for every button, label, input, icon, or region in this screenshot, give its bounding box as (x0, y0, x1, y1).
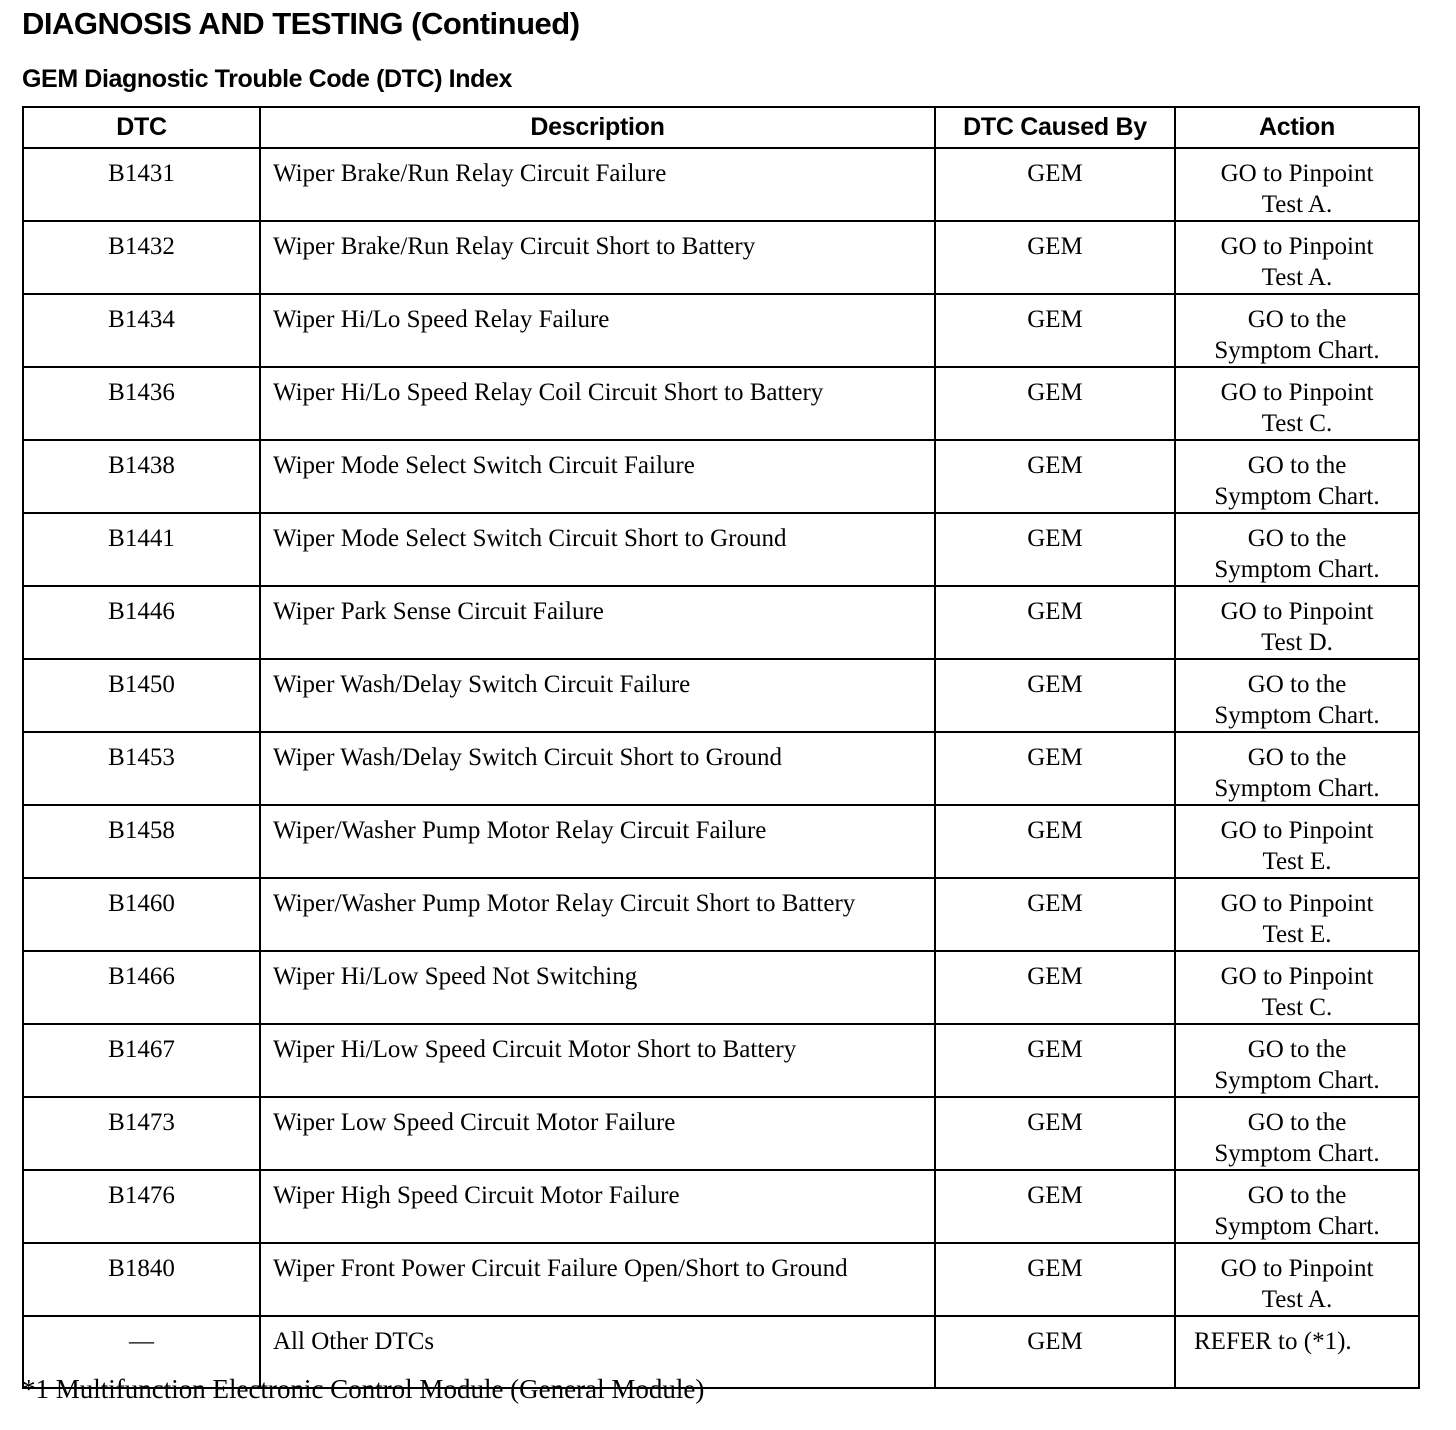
action-line-2: Symptom Chart. (1214, 1067, 1380, 1094)
description-cell: Wiper/Washer Pump Motor Relay Circuit Short to Battery (260, 878, 935, 951)
caused-by-cell: GEM (935, 148, 1175, 221)
description-cell: Wiper Brake/Run Relay Circuit Failure (260, 148, 935, 221)
action-line-1: GO to the (1247, 1182, 1347, 1209)
action-cell (1175, 805, 1419, 878)
dtc-code-cell: B1453 (23, 732, 260, 805)
action-line-1: GO to the (1247, 671, 1347, 698)
table-row (23, 659, 1419, 732)
action-line-1: GO to Pinpoint (1220, 817, 1374, 844)
action-cell (1175, 221, 1419, 294)
action-line-1: GO to Pinpoint (1220, 598, 1374, 625)
action-line-1: GO to the (1247, 1109, 1347, 1136)
footnote: *1 Multifunction Electronic Control Module (General Module) (22, 1374, 705, 1404)
action-cell (1175, 440, 1419, 513)
dtc-index-table (22, 106, 1420, 1389)
caused-by-cell: GEM (935, 878, 1175, 951)
action-cell (1175, 659, 1419, 732)
description-cell: Wiper Hi/Low Speed Circuit Motor Short to Battery (260, 1024, 935, 1097)
action-line-1: GO to the (1247, 744, 1347, 771)
action-line-2: Test C. (1261, 410, 1333, 437)
dtc-code-cell: B1466 (23, 951, 260, 1024)
caused-by-cell: GEM (935, 1243, 1175, 1316)
action-cell (1175, 1243, 1419, 1316)
dtc-code-cell: — (23, 1316, 260, 1388)
description-cell: Wiper High Speed Circuit Motor Failure (260, 1170, 935, 1243)
action-line-1: GO to Pinpoint (1220, 963, 1374, 990)
action-line-2: Test A. (1261, 264, 1333, 291)
dtc-code-cell: B1450 (23, 659, 260, 732)
action-cell (1175, 148, 1419, 221)
action-line-1: GO to the (1247, 1036, 1347, 1063)
action-cell (1175, 878, 1419, 951)
table-row (23, 732, 1419, 805)
description-cell: All Other DTCs (260, 1316, 935, 1388)
action-line-2: Symptom Chart. (1214, 337, 1380, 364)
table-row (23, 1024, 1419, 1097)
action-cell (1175, 367, 1419, 440)
description-cell: Wiper Hi/Lo Speed Relay Failure (260, 294, 935, 367)
caused-by-cell: GEM (935, 440, 1175, 513)
caused-by-cell: GEM (935, 367, 1175, 440)
description-cell: Wiper Wash/Delay Switch Circuit Failure (260, 659, 935, 732)
action-line-2: Test E. (1262, 921, 1332, 948)
caused-by-cell: GEM (935, 951, 1175, 1024)
action-line-1: GO to the (1247, 306, 1347, 333)
action-line-2: Symptom Chart. (1214, 556, 1380, 583)
table-row (23, 878, 1419, 951)
action-line-1: GO to Pinpoint (1220, 233, 1374, 260)
action-cell (1175, 586, 1419, 659)
action-line-2: Symptom Chart. (1214, 775, 1380, 802)
caused-by-cell: GEM (935, 513, 1175, 586)
description-cell: Wiper Low Speed Circuit Motor Failure (260, 1097, 935, 1170)
table-row (23, 513, 1419, 586)
description-cell: Wiper Mode Select Switch Circuit Short to Ground (260, 513, 935, 586)
action-line-2: Symptom Chart. (1214, 702, 1380, 729)
caused-by-cell: GEM (935, 1316, 1175, 1388)
action-cell (1175, 1316, 1419, 1388)
caused-by-cell: GEM (935, 732, 1175, 805)
dtc-code-cell: B1476 (23, 1170, 260, 1243)
action-line-2: Test C. (1261, 994, 1333, 1021)
table-row (23, 805, 1419, 878)
caused-by-cell: GEM (935, 1024, 1175, 1097)
column-header-caused-by: DTC Caused By (935, 107, 1175, 148)
table-row (23, 367, 1419, 440)
action-cell (1175, 1097, 1419, 1170)
table-row (23, 586, 1419, 659)
caused-by-cell: GEM (935, 294, 1175, 367)
action-cell (1175, 1170, 1419, 1243)
action-line-2: Symptom Chart. (1214, 1213, 1380, 1240)
description-cell: Wiper/Washer Pump Motor Relay Circuit Failure (260, 805, 935, 878)
table-row (23, 951, 1419, 1024)
action-line-2: Test A. (1261, 1286, 1333, 1313)
description-cell: Wiper Brake/Run Relay Circuit Short to Battery (260, 221, 935, 294)
description-cell: Wiper Front Power Circuit Failure Open/Short to Ground (260, 1243, 935, 1316)
action-line-1: GO to the (1247, 452, 1347, 479)
action-line-1: GO to Pinpoint (1220, 890, 1374, 917)
description-cell: Wiper Hi/Low Speed Not Switching (260, 951, 935, 1024)
dtc-code-cell: B1434 (23, 294, 260, 367)
dtc-code-cell: B1431 (23, 148, 260, 221)
description-cell: Wiper Mode Select Switch Circuit Failure (260, 440, 935, 513)
action-line-2: Symptom Chart. (1214, 1140, 1380, 1167)
dtc-code-cell: B1840 (23, 1243, 260, 1316)
caused-by-cell: GEM (935, 805, 1175, 878)
caused-by-cell: GEM (935, 221, 1175, 294)
dtc-code-cell: B1467 (23, 1024, 260, 1097)
action-line-2: Symptom Chart. (1214, 483, 1380, 510)
action-cell (1175, 294, 1419, 367)
action-line-1: GO to Pinpoint (1220, 379, 1374, 406)
dtc-code-cell: B1441 (23, 513, 260, 586)
column-header-dtc: DTC (23, 107, 260, 148)
dtc-code-cell: B1460 (23, 878, 260, 951)
action-line-1: REFER to (*1). (1194, 1328, 1352, 1355)
action-cell (1175, 732, 1419, 805)
table-row (23, 294, 1419, 367)
table-header-row (23, 107, 1419, 148)
page-title: DIAGNOSIS AND TESTING (Continued) (22, 6, 580, 41)
description-cell: Wiper Wash/Delay Switch Circuit Short to Ground (260, 732, 935, 805)
table-row (23, 1097, 1419, 1170)
dtc-code-cell: B1432 (23, 221, 260, 294)
table-title: GEM Diagnostic Trouble Code (DTC) Index (22, 65, 512, 93)
column-header-action: Action (1175, 107, 1419, 148)
table-row (23, 221, 1419, 294)
dtc-code-cell: B1458 (23, 805, 260, 878)
caused-by-cell: GEM (935, 659, 1175, 732)
dtc-code-cell: B1446 (23, 586, 260, 659)
action-cell (1175, 1024, 1419, 1097)
dtc-code-cell: B1438 (23, 440, 260, 513)
caused-by-cell: GEM (935, 586, 1175, 659)
column-header-description: Description (260, 107, 935, 148)
action-line-2: Test E. (1262, 848, 1332, 875)
action-cell (1175, 951, 1419, 1024)
table-row (23, 1243, 1419, 1316)
action-line-2: Test A. (1261, 191, 1333, 218)
table-row (23, 440, 1419, 513)
table-row (23, 1170, 1419, 1243)
caused-by-cell: GEM (935, 1097, 1175, 1170)
action-line-2: Test D. (1261, 629, 1333, 656)
description-cell: Wiper Park Sense Circuit Failure (260, 586, 935, 659)
description-cell: Wiper Hi/Lo Speed Relay Coil Circuit Short to Battery (260, 367, 935, 440)
dtc-code-cell: B1436 (23, 367, 260, 440)
action-line-1: GO to the (1247, 525, 1347, 552)
dtc-code-cell: B1473 (23, 1097, 260, 1170)
caused-by-cell: GEM (935, 1170, 1175, 1243)
action-line-1: GO to Pinpoint (1220, 160, 1374, 187)
action-line-1: GO to Pinpoint (1220, 1255, 1374, 1282)
table-row (23, 148, 1419, 221)
action-cell (1175, 513, 1419, 586)
